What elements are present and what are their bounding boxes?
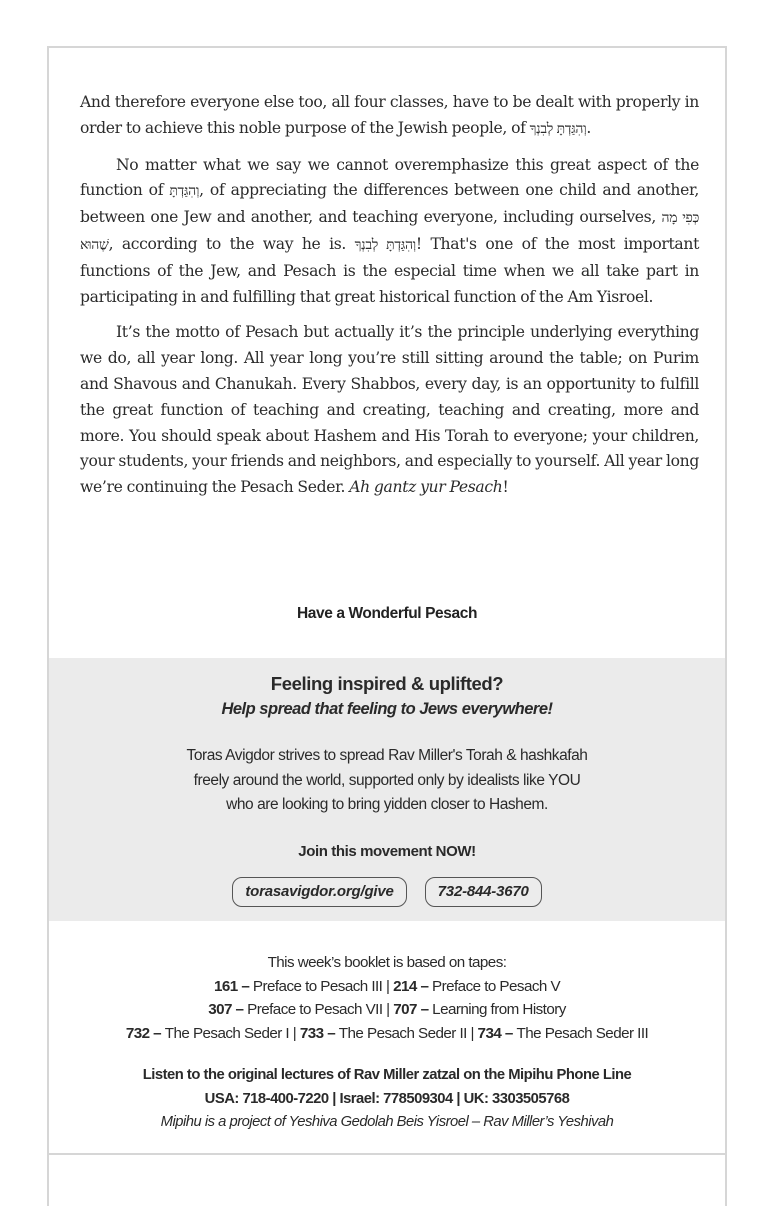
paragraph-text: No matter what we say we cannot overemphasize this great aspect of the function of	[80, 155, 699, 200]
dash: –	[237, 977, 253, 995]
punctuation: !	[502, 478, 509, 497]
paragraph-text: It’s the motto of Pesach but actually it’s the principle underlying everything we do, all year long. All year long you’re still sitting around the table; on Purim and Shavous and Chanukah. Every Shabbos, every day, is an opportunity to fulfill the great function of teaching and creating, teaching and creating, more and more. You should speak about Hashem and His Torah to everyone; your children, your students, your friends and neighbors, and especially to yourself. All year long we’re continuing the Pesach Seder.	[80, 323, 699, 497]
paragraph-text: ! That's one of the most important functions of the Jew, and Pesach is the especial time when we all take part in participating in and fulfilling that great historical function of the Am Yisroel.	[80, 234, 699, 306]
promo-subtitle: Help spread that feeling to Jews everywhere!	[221, 700, 553, 718]
dash: –	[416, 977, 433, 995]
closing-greeting: Have a Wonderful Pesach	[296, 605, 478, 622]
promo-description-line: Toras Avigdor strives to spread Rav Miller's Torah & hashkafah	[186, 747, 588, 764]
tape-title: Preface to Pesach III	[252, 977, 383, 995]
tape-title: Preface to Pesach V	[432, 977, 561, 995]
tapes-intro: This week’s booklet is based on tapes:	[267, 954, 507, 971]
donation-promo-band	[49, 658, 725, 921]
tape-number: 732	[125, 1024, 150, 1042]
separator: |	[466, 1024, 478, 1042]
tape-number: 214	[393, 977, 417, 995]
mipihu-credit: Mipihu is a project of Yeshiva Gedolah Beis Yisroel – Rav Miller’s Yeshivah	[160, 1114, 614, 1130]
promo-description-line: freely around the world, supported only by idealists like YOU	[193, 771, 581, 789]
hebrew-phrase: כְּפִי מָה שֶׁהוּא	[80, 210, 699, 253]
mipihu-headline: Listen to the original lectures of Rav Miller zatzal on the Mipihu Phone Line	[142, 1067, 632, 1083]
dash: –	[149, 1024, 165, 1042]
paragraph-1	[80, 90, 699, 143]
tape-number: 733	[299, 1024, 324, 1042]
tapes-credits	[49, 951, 725, 1045]
promo-call-to-action: Join this movement NOW!	[298, 843, 476, 860]
mipihu-info	[49, 1064, 725, 1135]
promo-buttons	[49, 877, 725, 907]
promo-description	[49, 744, 725, 818]
separator: |	[289, 1024, 300, 1042]
donate-link-button[interactable]: torasavigdor.org/give	[232, 877, 406, 907]
hebrew-phrase: וְהִגַּדְתָּ לְבִנְךָ	[529, 120, 587, 137]
promo-title: Feeling inspired & uplifted?	[270, 673, 504, 694]
dash: –	[416, 1001, 433, 1018]
paragraph-text: , according to the way he is.	[108, 234, 355, 253]
tape-title: Learning from History	[432, 1001, 566, 1018]
separator: |	[382, 977, 394, 995]
mipihu-phone-numbers: USA: 718-400-7220 | Israel: 778509304 | UK: 3303505768	[204, 1090, 570, 1107]
punctuation: .	[586, 118, 591, 137]
tape-number: 307	[208, 1001, 232, 1018]
phone-number-button[interactable]: 732-844-3670	[425, 877, 542, 907]
paragraph-3	[80, 320, 699, 501]
tape-number: 707	[393, 1001, 417, 1018]
tape-number: 161	[213, 977, 238, 995]
promo-description-line: who are looking to bring yidden closer to Hashem.	[226, 796, 548, 813]
separator: |	[382, 1001, 394, 1018]
paragraph-text: , of appreciating the differences between one child and another, between one Jew and another, and teaching everyone, including ourselves,	[80, 181, 699, 227]
section-divider	[49, 1153, 725, 1155]
tapes-line	[49, 998, 725, 1022]
tapes-line	[49, 1022, 725, 1046]
tape-title: The Pesach Seder II	[338, 1024, 467, 1042]
article-body	[80, 90, 699, 511]
tape-title: Preface to Pesach VII	[247, 1001, 383, 1018]
tapes-line	[49, 975, 725, 999]
paragraph-text: And therefore everyone else too, all four classes, have to be dealt with properly in order to achieve this noble purpose of the Jewish people, of	[80, 93, 699, 137]
tape-number: 734	[477, 1024, 502, 1042]
hebrew-phrase: וְהִגַּדְתָּ	[169, 183, 200, 200]
dash: –	[501, 1024, 517, 1042]
booklet-page	[47, 46, 727, 1206]
tape-title: The Pesach Seder III	[516, 1024, 649, 1042]
dash: –	[231, 1001, 248, 1018]
yiddish-phrase: Ah gantz yur Pesach	[349, 478, 503, 497]
hebrew-phrase: וְהִגַּדְתָּ לְבִנְךָ	[354, 236, 416, 253]
tape-title: The Pesach Seder I	[164, 1024, 290, 1042]
dash: –	[323, 1024, 339, 1042]
paragraph-2	[80, 153, 699, 311]
